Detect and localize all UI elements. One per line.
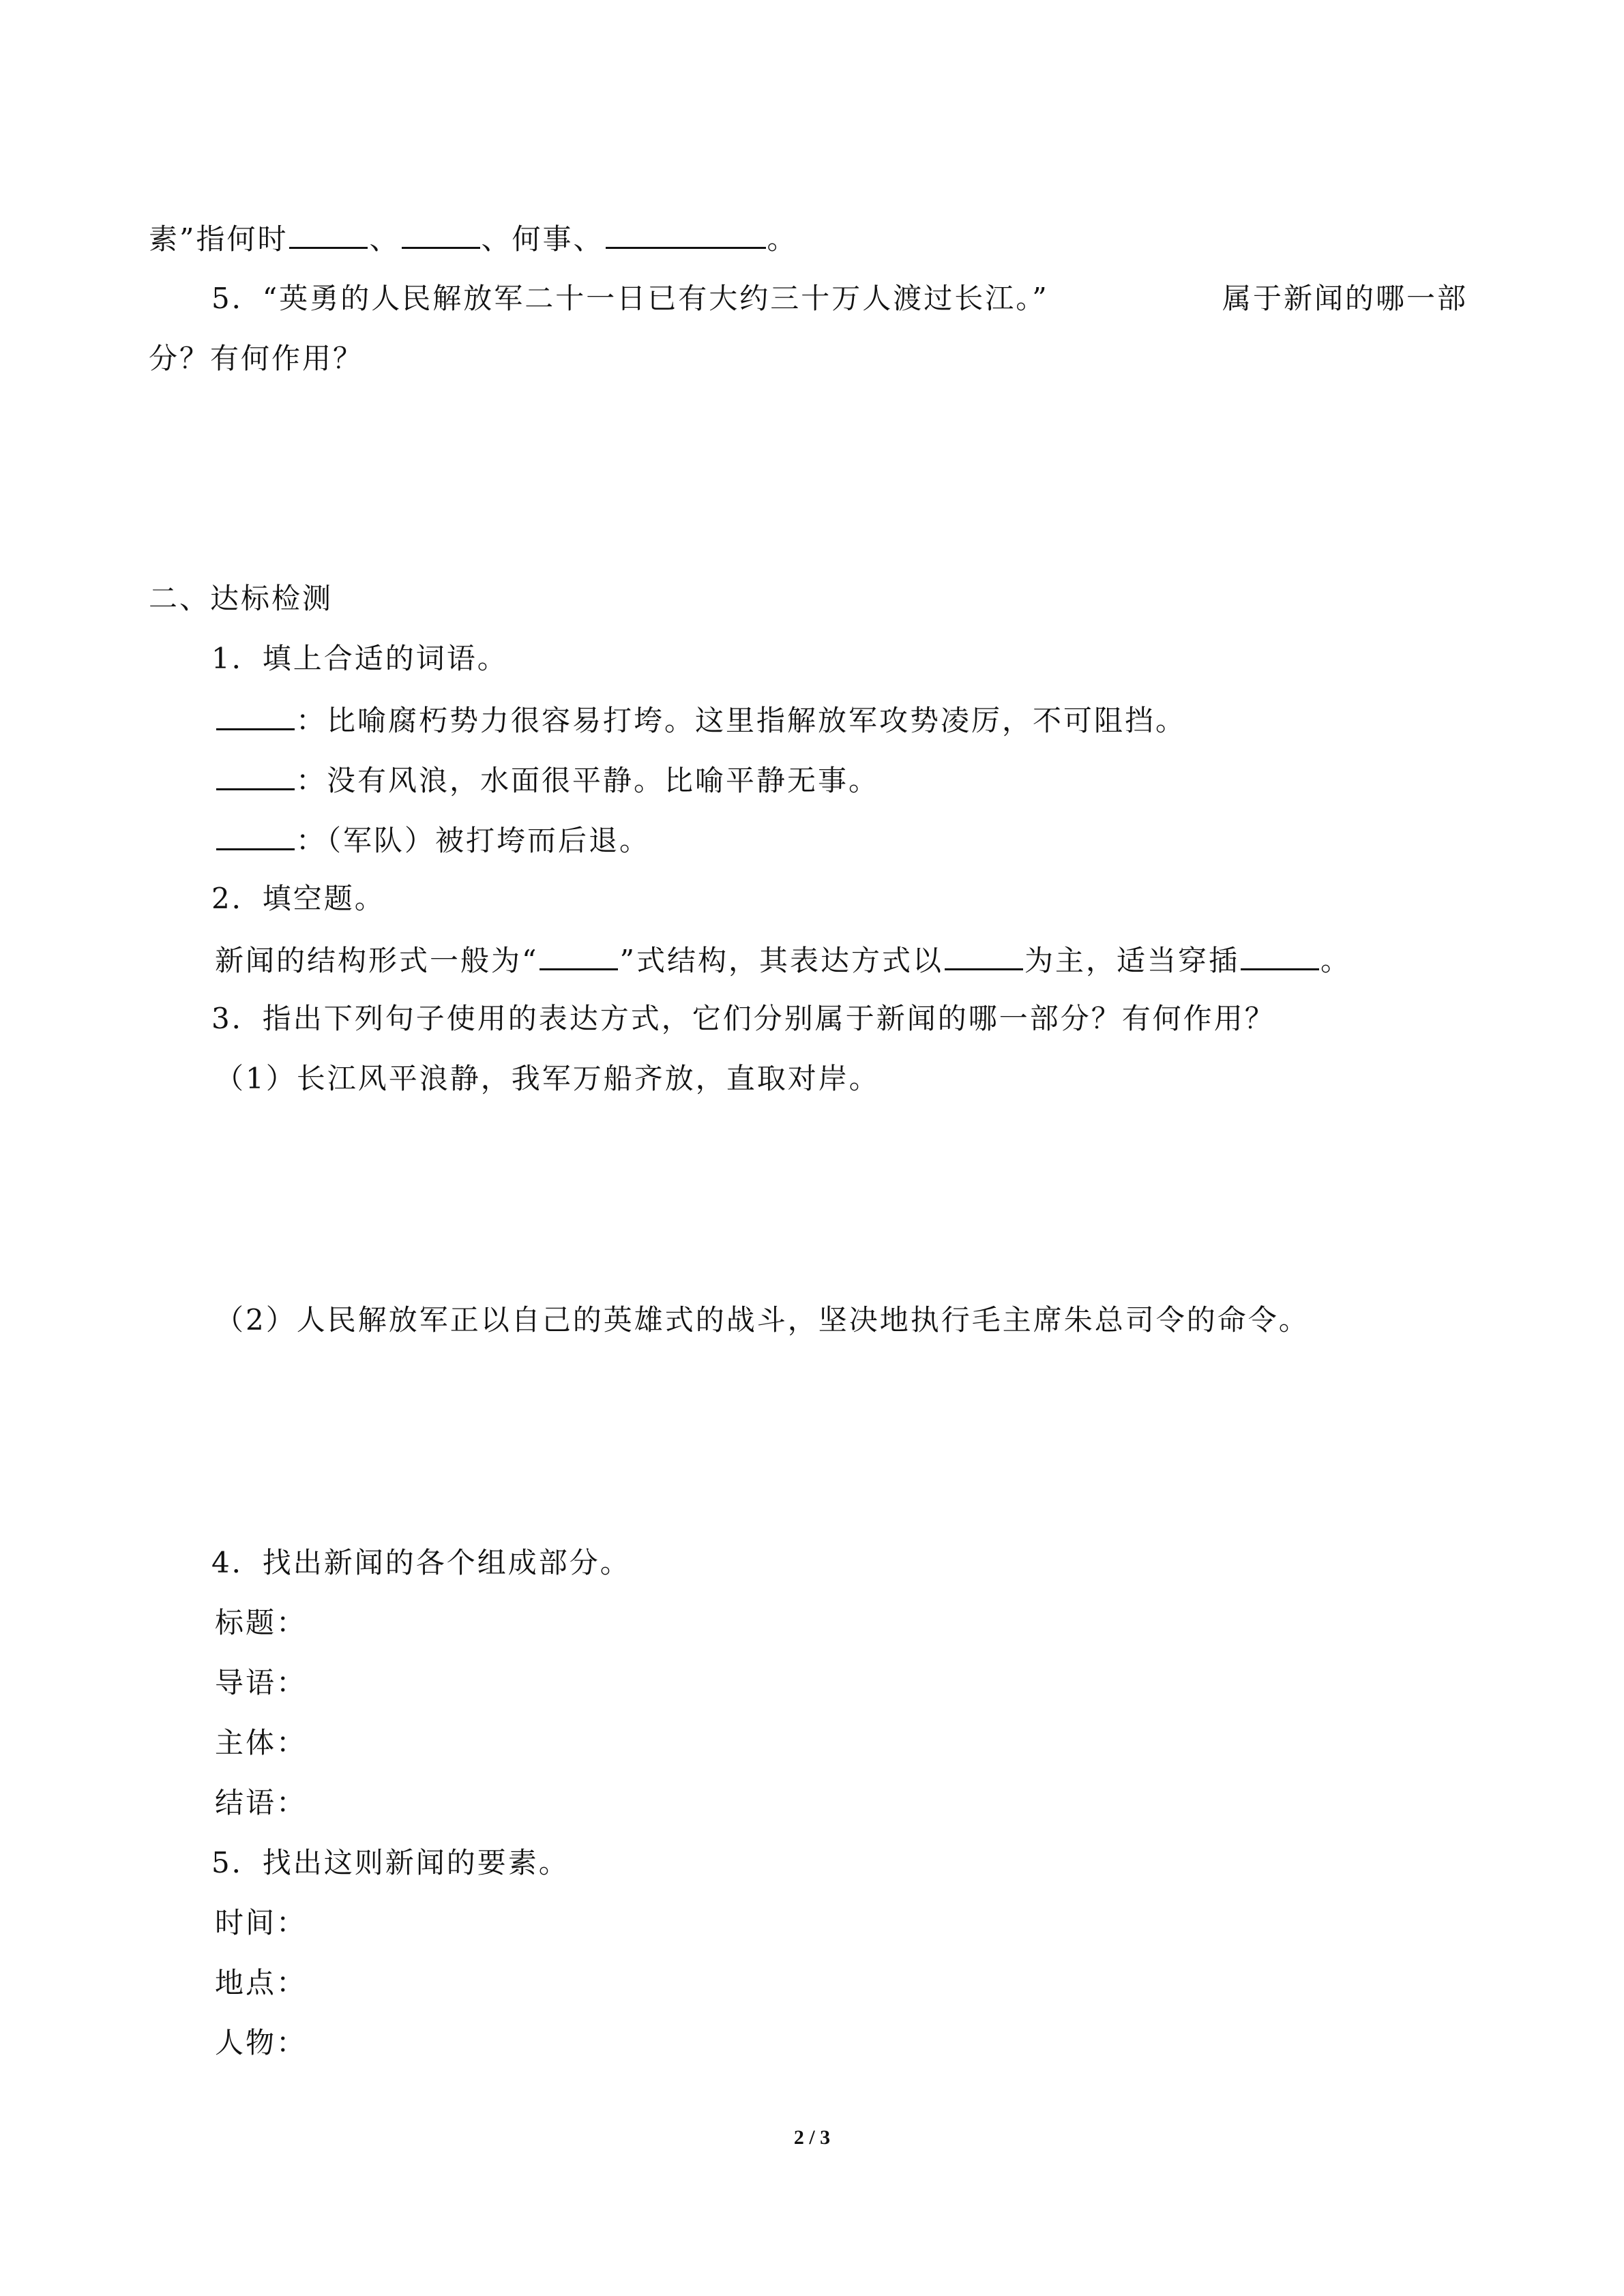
- q2-text-3: 为主，适当穿插: [1024, 944, 1239, 977]
- s2-q4-item-body: 主体：: [215, 1726, 308, 1759]
- answer-blank[interactable]: [216, 758, 295, 790]
- page-number: 2 / 3: [793, 2126, 831, 2149]
- answer-blank[interactable]: [945, 938, 1023, 970]
- s2-q2-fill-line: [215, 938, 1351, 981]
- s2-q1-title: 1．填上合适的词语。: [211, 642, 508, 675]
- answer-blank[interactable]: [606, 217, 766, 249]
- s2-q3-title: 3．指出下列句子使用的表达方式，它们分别属于新闻的哪一部分？有何作用？: [211, 1002, 1275, 1035]
- answer-blank[interactable]: [402, 217, 480, 249]
- s2-q5-item-person: 人物：: [215, 2026, 308, 2059]
- q4-text-2: 、: [369, 222, 400, 256]
- q4-text-1: 素”指何时: [149, 222, 289, 256]
- definition-text: ：没有风浪，水面很平静。比喻平静无事。: [296, 764, 880, 797]
- s2-q3-sentence-2: （2）人民解放军正以自己的英雄式的战斗，坚决地执行毛主席朱总司令的命令。: [215, 1303, 1310, 1337]
- q2-text-1: 新闻的结构形式一般为“: [215, 944, 539, 977]
- q5-line-1-right: 属于新闻的哪一部: [1222, 282, 1468, 315]
- s2-q4-title: 4．找出新闻的各个组成部分。: [211, 1546, 631, 1579]
- s2-q5-item-time: 时间：: [215, 1906, 308, 1939]
- q5-line-1: 5．“英勇的人民解放军二十一日已有大约三十万人渡过长江。”: [211, 282, 1049, 315]
- s2-q4-item-lead: 导语：: [215, 1666, 308, 1699]
- s2-q1-item: [215, 698, 1186, 741]
- answer-blank[interactable]: [216, 818, 295, 850]
- q4-text-3: 、何事、: [481, 222, 604, 256]
- answer-blank[interactable]: [1241, 938, 1319, 970]
- definition-text: ：比喻腐朽势力很容易打垮。这里指解放军攻势凌厉，不可阻挡。: [296, 704, 1187, 737]
- s2-q1-item: [215, 758, 879, 801]
- q2-text-4: 。: [1320, 944, 1351, 977]
- answer-blank[interactable]: [540, 938, 618, 970]
- definition-text: ：（军队）被打垮而后退。: [296, 824, 651, 857]
- s2-q2-title: 2．填空题。: [211, 882, 385, 915]
- s2-q5-title: 5．找出这则新闻的要素。: [211, 1846, 570, 1879]
- q4-continuation-line: [149, 217, 798, 260]
- q5-line-2: 分？有何作用？: [149, 342, 364, 375]
- s2-q4-item-ending: 结语：: [215, 1786, 308, 1819]
- section-heading: 二、达标检测: [149, 582, 334, 615]
- q2-text-2: ”式结构，其表达方式以: [619, 944, 943, 977]
- s2-q4-item-title: 标题：: [215, 1606, 308, 1639]
- answer-blank[interactable]: [289, 217, 368, 249]
- s2-q3-sentence-1: （1）长江风平浪静，我军万船齐放，直取对岸。: [215, 1062, 880, 1095]
- s2-q5-item-place: 地点：: [215, 1966, 308, 1999]
- answer-blank[interactable]: [216, 698, 295, 730]
- s2-q1-item: [215, 818, 650, 861]
- q4-text-4: 。: [767, 222, 798, 256]
